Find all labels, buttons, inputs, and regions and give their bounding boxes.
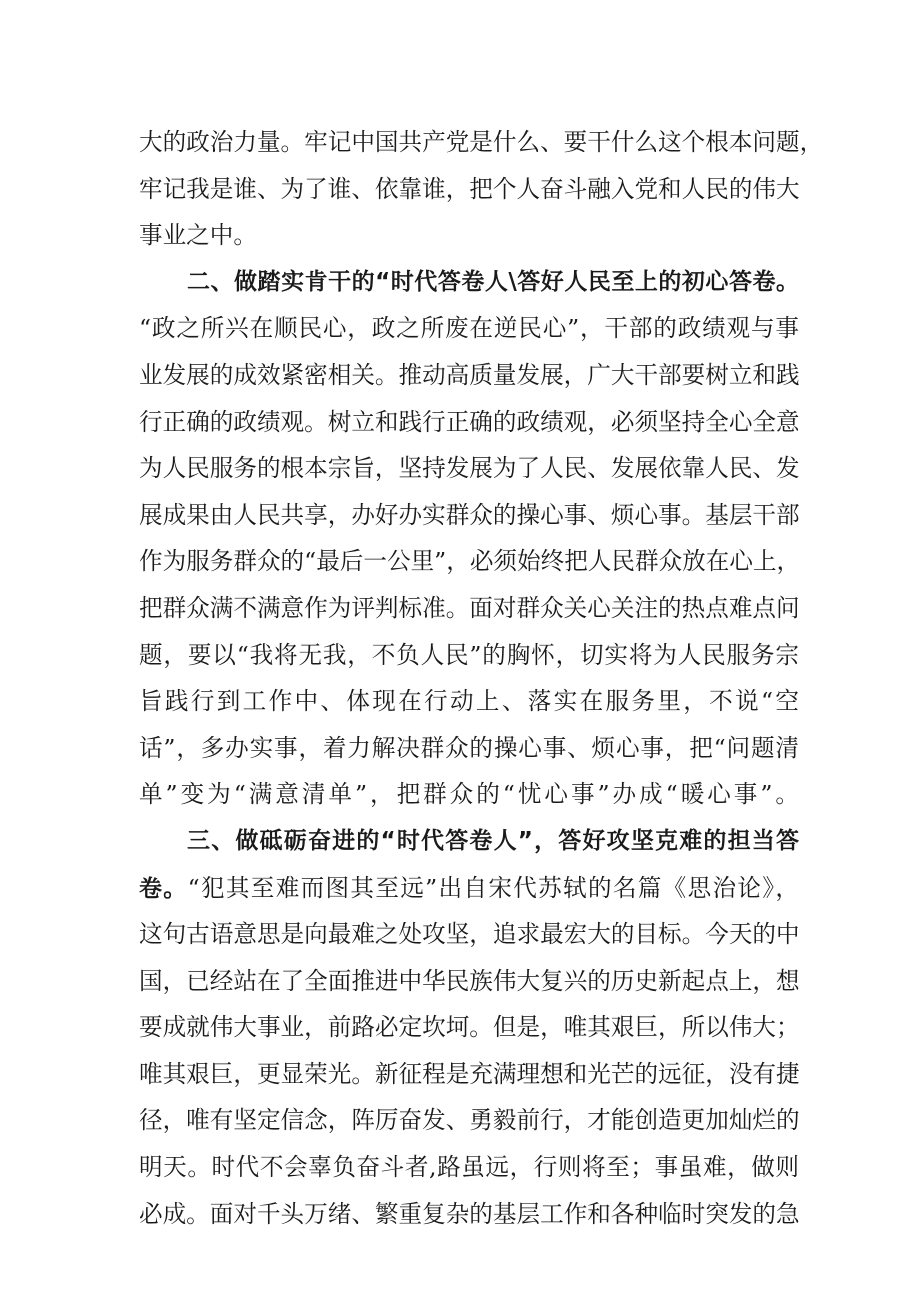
text-line: 展成果由人民共享，办好办实群众的操心事、烦心事。基层干部	[139, 500, 800, 529]
body-text	[139, 119, 824, 1237]
text-line: 单”变为“满意清单”，把群众的“忧心事”办成“暖心事”。	[139, 780, 799, 809]
text-line: 行正确的政绩观。树立和践行正确的政绩观，必须坚持全心全意	[139, 407, 800, 436]
text-line: 作为服务群众的“最后一公里”，必须始终把人民群众放在心上，	[139, 547, 801, 576]
text-line: 明天。时代不会辜负奋斗者,路虽远，行则将至；事虽难，做则	[139, 1153, 799, 1182]
text-line: 径，唯有坚定信念，阵厉奋发、勇毅前行，才能创造更加灿烂的	[139, 1106, 800, 1135]
text-line: 话”，多办实事，着力解决群众的操心事、烦心事，把“问题清	[139, 733, 799, 762]
text-line: 这句古语意思是向最难之处攻坚，追求最宏大的目标。今天的中	[139, 920, 800, 949]
section-heading-3: 三、做砥砺奋进的“时代答卷人”，答好攻坚克难的担当答	[187, 827, 799, 854]
text-line: 把群众满不满意作为评判标准。面对群众关心关注的热点难点问	[139, 593, 800, 622]
text-line: 事业之中。	[139, 221, 257, 250]
text-line: 唯其艰巨，更显荣光。新征程是充满理想和光芒的远征，没有捷	[139, 1059, 800, 1088]
text-line-rest: “犯其至难而图其至远”出自宋代苏轼的名篇《思治论》，	[187, 873, 799, 902]
section-heading-2: 二、做踏实肯干的“时代答卷人\答好人民至上的初心答卷。	[187, 268, 799, 295]
text-line	[139, 865, 799, 912]
text-line: 大的政治力量。牢记中国共产党是什么、要干什么这个根本问题，	[139, 128, 824, 156]
section-heading-3-tail: 卷。	[139, 875, 188, 902]
text-line: 业发展的成效紧密相关。推动高质量发展，广大干部要树立和践	[139, 360, 800, 389]
text-line: 为人民服务的根本宗旨，坚持发展为了人民、发展依靠人民、发	[139, 454, 800, 483]
text-line: 国，已经站在了全面推进中华民族伟大复兴的历史新起点上，想	[139, 966, 800, 995]
text-line: 必成。面对千头万绪、繁重复杂的基层工作和各种临时突发的急	[139, 1199, 800, 1228]
text-line: 题，要以“我将无我，不负人民”的胸怀，切实将为人民服务宗	[139, 640, 799, 669]
text-line: 要成就伟大事业，前路必定坎坷。但是，唯其艰巨，所以伟大；	[139, 1013, 800, 1042]
text-line: 旨践行到工作中、体现在行动上、落实在服务里，不说“空	[139, 687, 799, 716]
text-line: “政之所兴在顺民心，政之所废在逆民心”，干部的政绩观与事	[139, 314, 799, 343]
text-line: 牢记我是谁、为了谁、依靠谁，把个人奋斗融入党和人民的伟大	[139, 174, 800, 203]
